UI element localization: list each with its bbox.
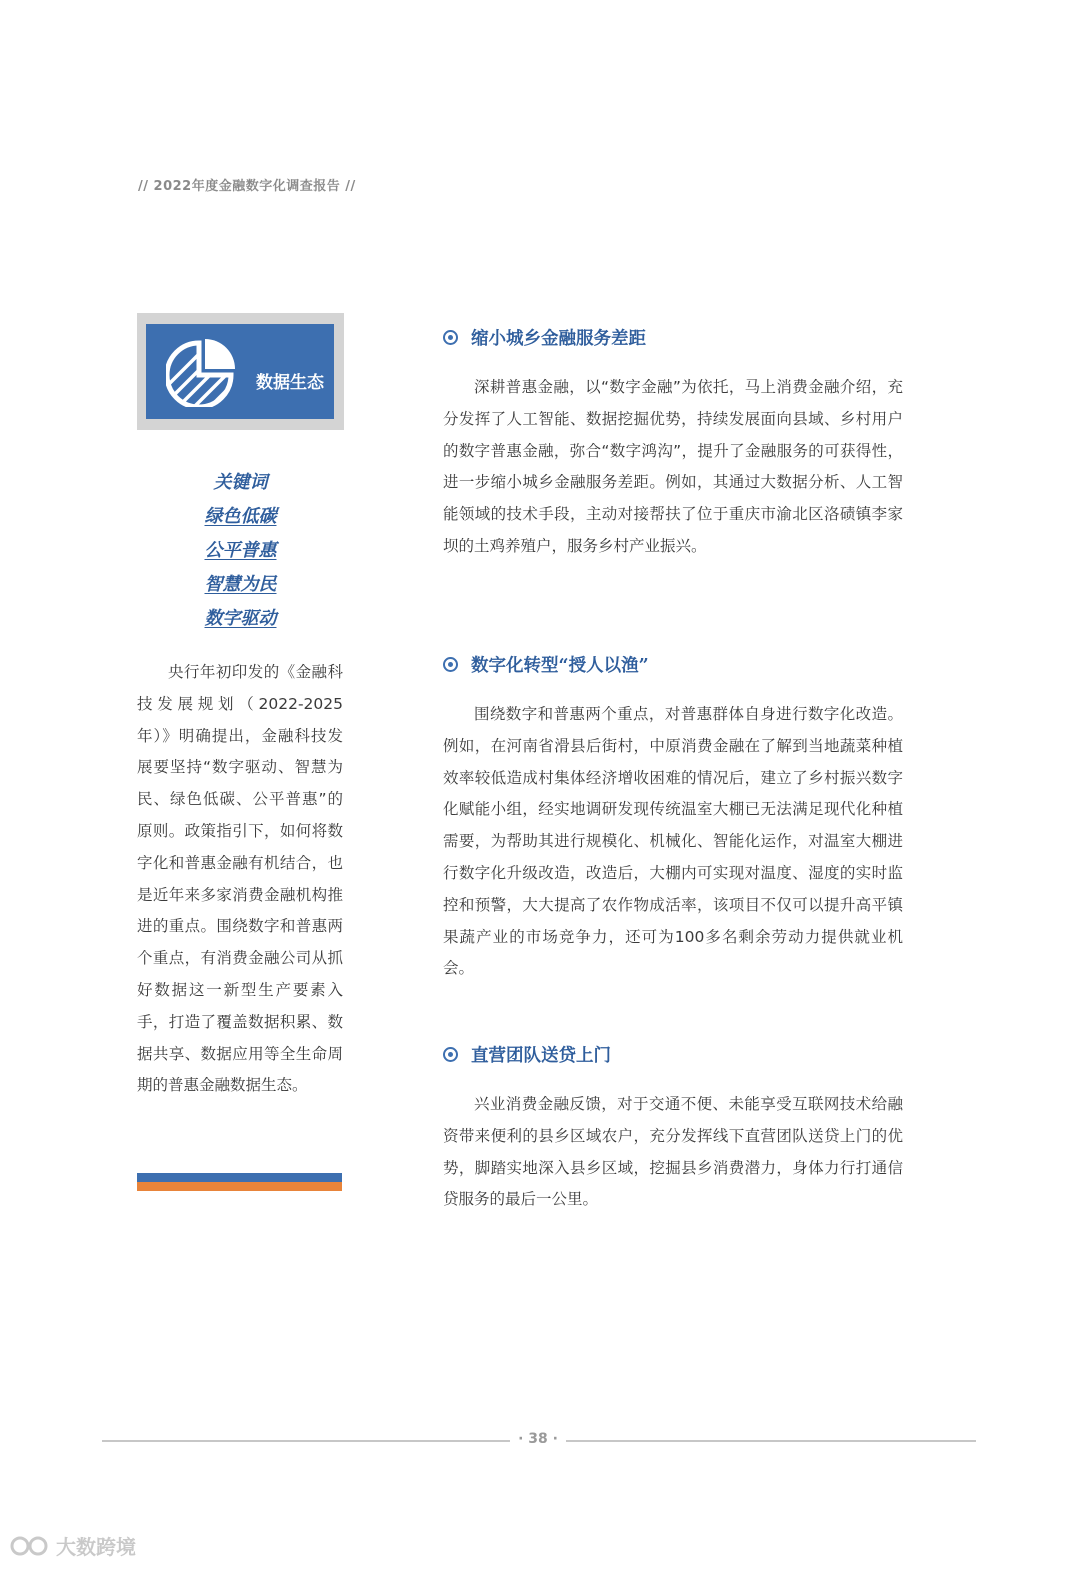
section-badge	[137, 313, 344, 430]
keyword-item: 绿色低碳	[204, 506, 277, 527]
page-number: · 38 ·	[518, 1431, 558, 1447]
keyword-item: 数字驱动	[204, 608, 277, 629]
sidebar-color-bar	[137, 1173, 342, 1191]
watermark-logo-icon	[8, 1534, 52, 1558]
keyword-item: 智慧为民	[204, 574, 277, 595]
badge-title: 数据生态	[256, 373, 324, 393]
running-header: // 2022年度金融数字化调查报告 //	[138, 179, 356, 194]
section-1	[443, 324, 903, 563]
section-title: 直营团队送贷上门	[471, 1045, 611, 1066]
section-body: 围绕数字和普惠两个重点，对普惠群体自身进行数字化改造。例如，在河南省滑县后街村，中原消费金融在了解到当地蔬菜种植效率较低造成村集体经济增收困难的情况后，建立了乡村振兴数字化赋能小组，经实地调研发现传统温室大棚已无法满足现代化种植需要，为帮助其进行规模化、机械化、智能化运作，对温室大棚进行数字化升级改造，改造后，大棚内可实现对温度、湿度的实时监控和预警，大大提高了农作物成活率，该项目不仅可以提升高平镇果蔬产业的市场竞争力，还可为100多名剩余劳动力提供就业机会。	[443, 705, 903, 978]
bullseye-icon	[443, 657, 458, 672]
pie-chart-icon	[166, 337, 240, 407]
section-title: 数字化转型“授人以渔”	[471, 655, 649, 676]
bullseye-icon	[443, 330, 458, 345]
watermark-text: 大数跨境	[56, 1535, 136, 1559]
badge-panel	[146, 324, 334, 419]
color-bar-blue	[137, 1173, 342, 1182]
bullseye-icon	[443, 1047, 458, 1062]
section-body: 兴业消费金融反馈，对于交通不便、未能享受互联网技术给融资带来便利的县乡区域农户，充分发挥线下直营团队送贷上门的优势，脚踏实地深入县乡区域，挖掘县乡消费潜力，身体力行打通信贷服务的最后一公里。	[443, 1095, 903, 1209]
section-3	[443, 1041, 903, 1216]
section-body: 深耕普惠金融，以“数字金融”为依托，马上消费金融介绍，充分发挥了人工智能、数据挖掘优势，持续发展面向县域、乡村用户的数字普惠金融，弥合“数字鸿沟”，提升了金融服务的可获得性，进一步缩小城乡金融服务差距。例如，其通过大数据分析、人工智能领域的技术手段，主动对接帮扶了位于重庆市渝北区洛碛镇李家坝的土鸡养殖户，服务乡村产业振兴。	[443, 378, 903, 555]
color-bar-orange	[137, 1182, 342, 1191]
section-title: 缩小城乡金融服务差距	[471, 328, 646, 349]
section-heading	[443, 1041, 903, 1067]
section-heading	[443, 324, 903, 350]
sidebar-paragraph: 央行年初印发的《金融科技发展规划（2022-2025年）》明确提出，金融科技发展要坚持“数字驱动、智慧为民、绿色低碳、公平普惠”的原则。政策指引下，如何将数字化和普惠金融有机结合，也是近年来多家消费金融机构推进的重点。围绕数字和普惠两个重点，有消费金融公司从抓好数据这一新型生产要素入手，打造了覆盖数据积累、数据共享、数据应用等全生命周期的普惠金融数据生态。	[137, 663, 343, 1095]
footer-rule-left	[102, 1440, 510, 1442]
footer-rule-right	[566, 1440, 976, 1442]
keywords-title: 关键词	[213, 472, 268, 493]
section-2	[443, 651, 903, 985]
section-heading	[443, 651, 903, 677]
keyword-item: 公平普惠	[204, 540, 277, 561]
keywords-block	[137, 466, 344, 636]
watermark	[8, 1531, 136, 1560]
